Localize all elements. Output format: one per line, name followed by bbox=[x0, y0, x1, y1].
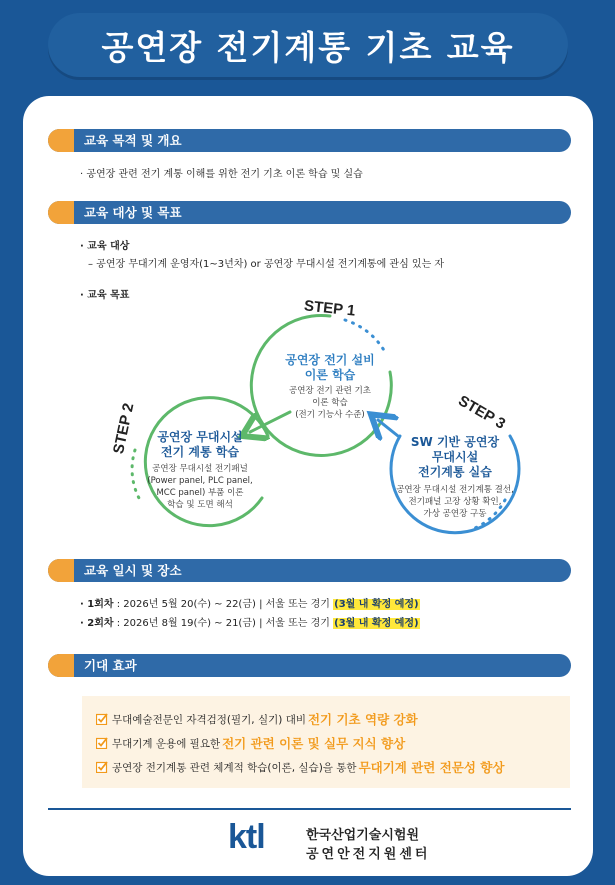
step2-desc-line: (Power panel, PLC panel, bbox=[147, 476, 253, 486]
session2-note: (3월 내 확정 예정) bbox=[334, 618, 419, 629]
step1-desc-line: 이론 학습 bbox=[312, 398, 348, 408]
goal-label: · 교육 목표 bbox=[80, 290, 130, 301]
checkbox-icon bbox=[96, 761, 108, 773]
step2-desc-line: MCC panel) 부품 이론 bbox=[156, 488, 244, 498]
step2-title-line: 전기 계통 학습 bbox=[161, 445, 239, 459]
section-title: 교육 목적 및 개요 bbox=[84, 133, 182, 148]
step3-desc-line: 전기패널 고장 상황 확인, bbox=[408, 497, 502, 507]
step1-desc bbox=[270, 385, 390, 421]
benefits-box bbox=[82, 696, 570, 788]
session2-label: · 2회차 bbox=[80, 618, 114, 629]
audience-label: · 교육 대상 bbox=[80, 241, 130, 252]
footer-divider bbox=[48, 808, 571, 810]
session2-text: : 2026년 8월 19(수) ~ 21(금) | 서울 또는 경기 bbox=[113, 618, 334, 629]
step2-desc-line: 공연장 무대시설 전기패널 bbox=[152, 464, 248, 474]
step3-title-line: 전기계통 실습 bbox=[418, 465, 492, 479]
checkbox-icon bbox=[96, 713, 108, 725]
benefit-item bbox=[96, 758, 504, 776]
step2-desc bbox=[140, 463, 260, 511]
benefit-text: 공연장 전기계통 관련 체계적 학습(이론, 실습)을 통한 bbox=[112, 761, 357, 774]
step1-title bbox=[270, 353, 390, 383]
benefit-text: 무대기계 운용에 필요한 bbox=[112, 737, 221, 750]
section-chip bbox=[48, 654, 74, 677]
step3-arrow bbox=[378, 420, 398, 436]
session1-label: · 1회차 bbox=[80, 599, 114, 610]
step2-dots bbox=[132, 450, 140, 500]
step1-title-line: 이론 학습 bbox=[304, 368, 356, 382]
step3-label: STEP 3 bbox=[455, 392, 509, 433]
session1-text: : 2026년 5월 20(수) ~ 22(금) | 서울 또는 경기 bbox=[113, 599, 334, 610]
section-title: 교육 일시 및 장소 bbox=[84, 563, 182, 578]
step3-title bbox=[395, 435, 515, 480]
benefit-item bbox=[96, 734, 405, 752]
step2-label: STEP 2 bbox=[110, 401, 138, 456]
purpose-text: · 공연장 관련 전기 계통 이해를 위한 전기 기초 이론 학습 및 실습 bbox=[80, 169, 363, 180]
section-title: 교육 대상 및 목표 bbox=[84, 205, 182, 220]
step1-desc-line: (전기 기능사 수준) bbox=[295, 410, 365, 420]
step2-title-line: 공연장 무대시설 bbox=[157, 430, 243, 444]
step3-desc bbox=[385, 484, 525, 520]
audience-text: – 공연장 무대기계 운영자(1~3년차) or 공연장 무대시설 전기계통에 관심 있는 자 bbox=[88, 259, 445, 270]
benefit-item bbox=[96, 710, 418, 728]
center-name: 공연안전지원센터 bbox=[306, 847, 431, 862]
step3-desc-line: 공연장 무대시설 전기계통 결선, bbox=[396, 485, 514, 495]
benefit-text: 무대예술전문인 자격검정(필기, 실기) 대비 bbox=[112, 713, 306, 726]
step2-desc-line: 학습 및 도면 해석 bbox=[167, 500, 233, 510]
benefit-emphasis: 전기 관련 이론 및 실무 지식 향상 bbox=[222, 736, 406, 751]
step1-dots bbox=[345, 320, 385, 352]
session1-note: (3월 내 확정 예정) bbox=[334, 599, 419, 610]
page-title: 공연장 전기계통 기초 교육 bbox=[101, 27, 515, 67]
session1-row bbox=[80, 595, 420, 610]
benefit-emphasis: 무대기계 관련 전문성 향상 bbox=[358, 760, 505, 775]
benefit-emphasis: 전기 기초 역량 강화 bbox=[307, 712, 418, 727]
step3-desc-line: 가상 공연장 구동 bbox=[423, 509, 487, 519]
step2-title bbox=[140, 430, 260, 460]
step1-title-line: 공연장 전기 설비 bbox=[285, 353, 375, 367]
step3-title-line: SW 기반 공연장 bbox=[410, 435, 500, 449]
section-header-effects bbox=[48, 654, 571, 677]
step3-title-line: 무대시설 bbox=[431, 450, 479, 464]
section-chip bbox=[48, 559, 74, 582]
org-name: 한국산업기술시험원 bbox=[306, 828, 420, 843]
step1-label: STEP 1 bbox=[303, 297, 357, 320]
session2-row bbox=[80, 614, 420, 629]
section-title: 기대 효과 bbox=[84, 658, 137, 673]
section-header-schedule bbox=[48, 559, 571, 582]
ktl-logo: ktl bbox=[228, 818, 265, 856]
step1-desc-line: 공연장 전기 관련 기초 bbox=[288, 386, 371, 396]
checkbox-icon bbox=[96, 737, 108, 749]
